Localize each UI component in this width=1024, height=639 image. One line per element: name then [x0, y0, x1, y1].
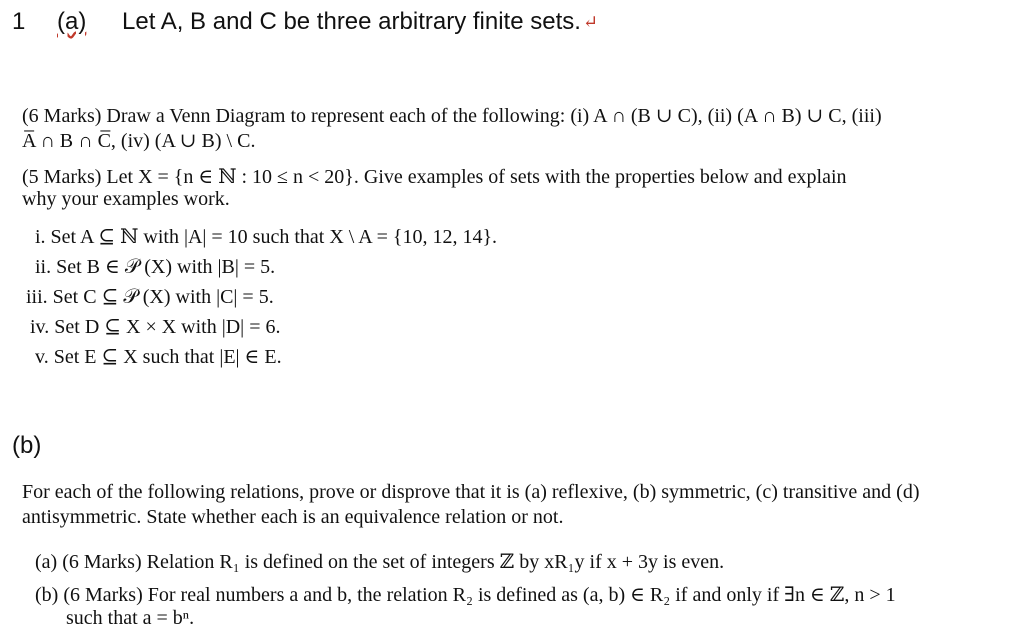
return-mark-icon: ↵: [583, 12, 599, 32]
relation-b-line1: (b) (6 Marks) For real numbers a and b, the relation R₂ is defined as (a, b) ∈ R₂ if and only if ∃n ∈ ℤ, n > 1: [35, 584, 896, 606]
relations-prompt-line2: antisymmetric. State whether each is an equivalence relation or not.: [22, 506, 564, 528]
relation-b-line2: such that a = bⁿ.: [66, 607, 195, 629]
list-item: i. Set A ⊆ ℕ with |A| = 10 such that X \ A = {10, 12, 14}.: [35, 226, 498, 248]
part-a-label: (a): [57, 8, 87, 35]
relations-prompt-line1: For each of the following relations, prove or disprove that it is (a) reflexive, (b) symmetric, (c) transitive and (d): [22, 481, 920, 503]
list-item: ii. Set B ∈ 𝒫 (X) with |B| = 5.: [35, 256, 276, 278]
question-number: 1: [12, 8, 26, 35]
list-item: iii. Set C ⊆ 𝒫 (X) with |C| = 5.: [26, 286, 274, 308]
venn-instruction-line1: (6 Marks) Draw a Venn Diagram to represent each of the following: (i) A ∩ (B ∪ C), (ii) (A ∩ B) ∪ C, (iii): [22, 105, 882, 127]
part-b-label: (b): [12, 432, 42, 459]
sets-instruction-line2: why your examples work.: [22, 188, 230, 210]
question-title: Let A, B and C be three arbitrary finite sets.: [122, 8, 581, 35]
sets-instruction-line1: (5 Marks) Let X = {n ∈ ℕ : 10 ≤ n < 20}. Give examples of sets with the properties below and explain: [22, 166, 847, 188]
venn-instruction-line2: A̅ ∩ B ∩ C̅, (iv) (A ∪ B) \ C.: [22, 130, 256, 152]
list-item: v. Set E ⊆ X such that |E| ∈ E.: [35, 346, 282, 368]
relation-a: (a) (6 Marks) Relation R₁ is defined on the set of integers ℤ by xR₁y if x + 3y is even.: [35, 551, 725, 573]
list-item: iv. Set D ⊆ X × X with |D| = 6.: [30, 316, 281, 338]
